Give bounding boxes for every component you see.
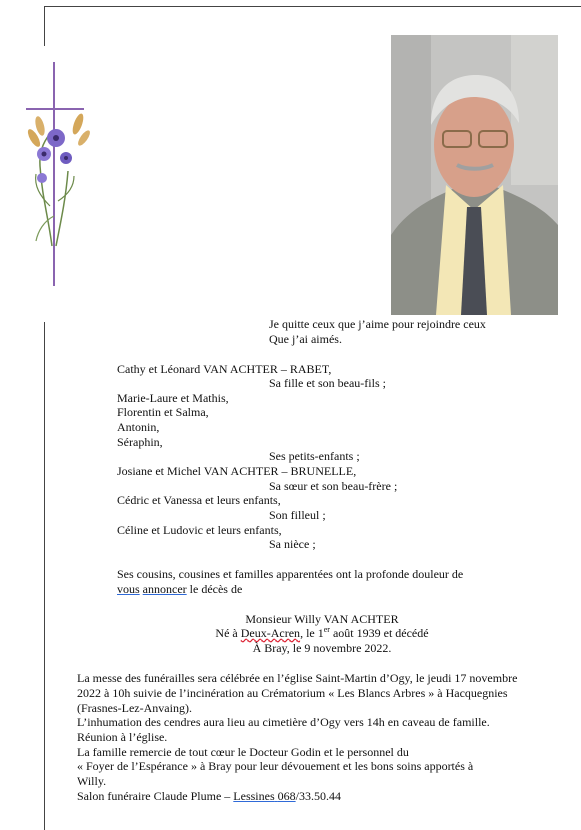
family-grandchild-3: Antonin, (117, 420, 160, 434)
deceased-birth (150, 626, 494, 640)
funeral-line-7: « Foyer de l’Espérance » à Bray pour leur dévouement et les bons soins apportés à (77, 759, 474, 773)
family-godson-relation: Son filleul ; (269, 508, 326, 522)
funeral-line-6: La famille remercie de tout cœur le Docteur Godin et le personnel du (77, 745, 409, 759)
funeral-parlor (77, 789, 341, 803)
funeral-line-5: Réunion à l’église. (77, 730, 168, 744)
page-border-top (44, 6, 581, 7)
cross-flowers-image (14, 46, 94, 322)
family-grandchild-2: Florentin et Salma, (117, 405, 209, 419)
birth-date-post: août 1939 et décédé (329, 626, 429, 640)
birth-prefix: Né à (215, 626, 241, 640)
portrait-image (391, 35, 558, 315)
family-godson-names: Cédric et Vanessa et leurs enfants, (117, 493, 281, 507)
parlor-prefix: Salon funéraire Claude Plume – (77, 789, 234, 803)
announcement-rest: le décès de (186, 582, 243, 596)
funeral-line-4: L’inhumation des cendres aura lieu au cimetière d’Ogy vers 14h en caveau de famille. (77, 715, 490, 729)
parlor-phone-rest: /33.50.44 (295, 789, 341, 803)
family-sister-names: Josiane et Michel VAN ACHTER – BRUNELLE, (117, 464, 357, 478)
portrait-photo (391, 35, 558, 315)
deceased-name: Monsieur Willy VAN ACHTER (245, 612, 399, 626)
funeral-line-3: (Frasnes-Lez-Anvaing). (77, 701, 192, 715)
funeral-line-2: 2022 à 10h suivie de l’incinération au Crématorium « Les Blancs Arbres » à Hacquegnies (77, 686, 508, 700)
verse-line-2: Que j’ai aimés. (269, 332, 342, 346)
cross-icon (14, 46, 94, 322)
parlor-phone-underlined: 068 (277, 789, 296, 803)
family-grandchild-4: Séraphin, (117, 435, 163, 449)
birth-date-pre: , le 1 (300, 626, 324, 640)
announcement-vous: vous (117, 582, 140, 596)
birth-date-sup: er (323, 625, 330, 634)
family-grandchildren-relation: Ses petits-enfants ; (269, 449, 360, 463)
funeral-line-1: La messe des funérailles sera célébrée en l’église Saint-Martin d’Ogy, le jeudi 17 novembre (77, 671, 518, 685)
funeral-line-8: Willy. (77, 774, 107, 788)
family-niece-names: Céline et Ludovic et leurs enfants, (117, 523, 282, 537)
announcement-line-1: Ses cousins, cousines et familles apparentées ont la profonde douleur de (117, 567, 464, 581)
birth-place: Deux-Acren (240, 626, 301, 640)
family-daughter-relation: Sa fille et son beau-fils ; (269, 376, 386, 390)
announcement-annoncer: annoncer (142, 582, 187, 596)
family-niece-relation: Sa nièce ; (269, 537, 316, 551)
family-grandchild-1: Marie-Laure et Mathis, (117, 391, 229, 405)
family-daughter-names: Cathy et Léonard VAN ACHTER – RABET, (117, 362, 332, 376)
family-sister-relation: Sa sœur et son beau-frère ; (269, 479, 398, 493)
deceased-death: À Bray, le 9 novembre 2022. (252, 641, 392, 655)
announcement-line-2 (117, 582, 242, 596)
parlor-place: Lessines (233, 789, 275, 803)
verse-line-1: Je quitte ceux que j’aime pour rejoindre ceux (269, 317, 486, 331)
